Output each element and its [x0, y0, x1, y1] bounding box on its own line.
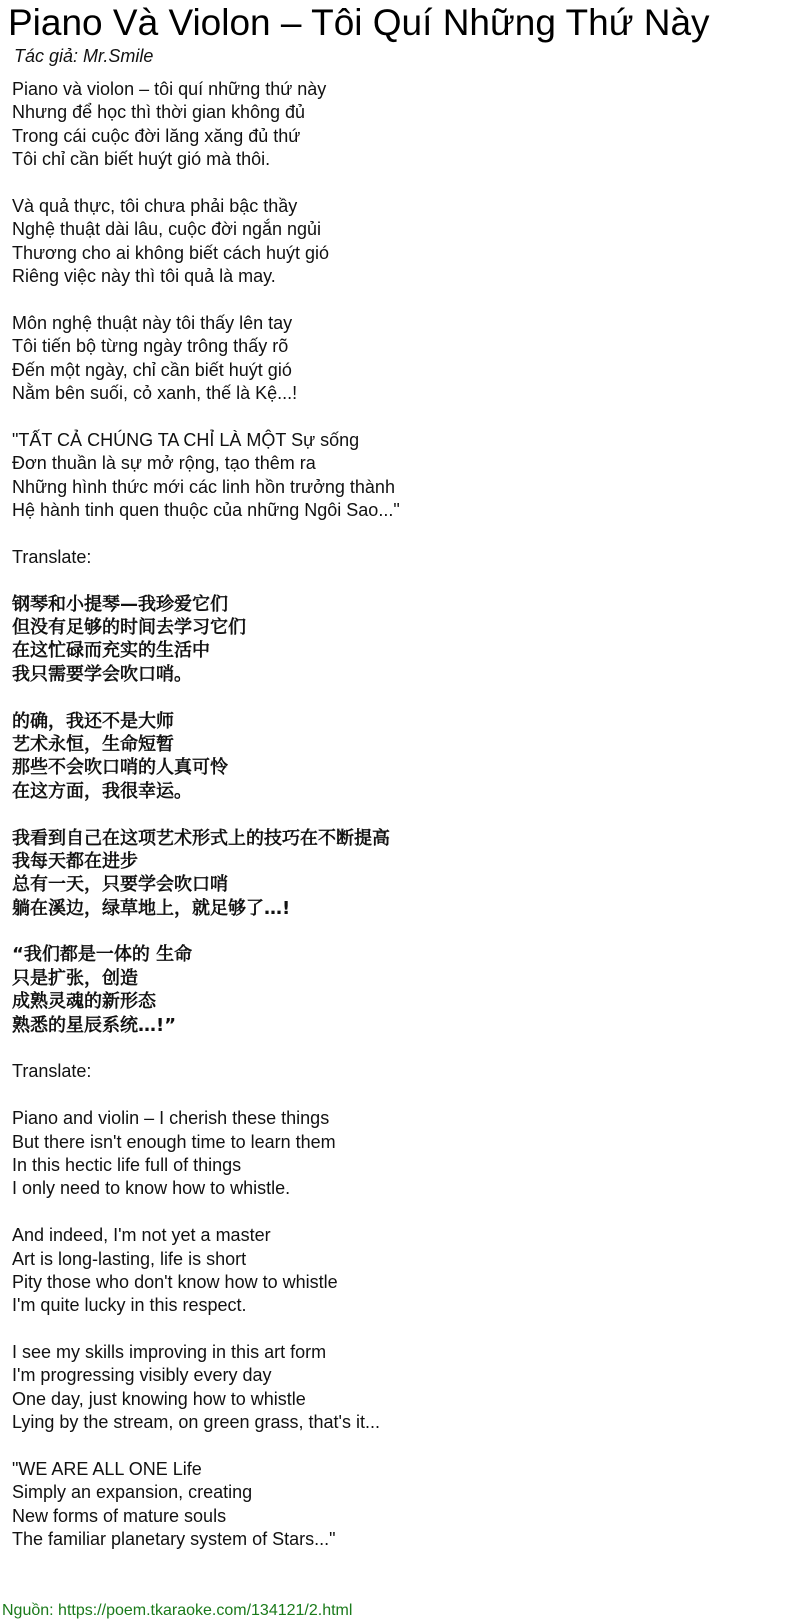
- stanza-break: [12, 522, 400, 545]
- poem-line: "TẤT CẢ CHÚNG TA CHỈ LÀ MỘT Sự sống: [12, 429, 360, 450]
- poem-line: 那些不会吹口哨的人真可怜: [12, 757, 228, 779]
- poem-line: 艺术永恒，生命短暂: [12, 733, 174, 755]
- poem-line: 在这方面，我很幸运。: [12, 780, 192, 802]
- stanza-break: [12, 1037, 400, 1060]
- poem-title: Piano Và Violon – Tôi Quí Những Thứ Này: [8, 2, 710, 43]
- poem-line: 钢琴和小提琴—我珍爱它们: [12, 593, 228, 615]
- poem-line: Nhưng để học thì thời gian không đủ: [12, 102, 306, 123]
- stanza-break: [12, 803, 400, 826]
- poem-line: Hệ hành tinh quen thuộc của những Ngôi Sao...": [12, 500, 400, 521]
- poem-line: 的确，我还不是大师: [12, 710, 174, 732]
- stanza-break: [12, 1084, 400, 1107]
- poem-line: In this hectic life full of things: [12, 1154, 242, 1175]
- poem-line: Tôi chỉ cần biết huýt gió mà thôi.: [12, 149, 271, 170]
- poem-line: I see my skills improving in this art form: [12, 1342, 327, 1363]
- poem-line: 熟悉的星辰系统…!”: [12, 1014, 177, 1036]
- poem-line: Nghệ thuật dài lâu, cuộc đời ngắn ngủi: [12, 219, 322, 240]
- stanza-break: [12, 1435, 400, 1458]
- poem-line: Nằm bên suối, cỏ xanh, thế là Kệ...!: [12, 383, 298, 404]
- poem-line: Riêng việc này thì tôi quả là may.: [12, 266, 276, 287]
- source-link[interactable]: Nguồn: https://poem.tkaraoke.com/134121/2.html: [2, 1602, 353, 1619]
- poem-line: The familiar planetary system of Stars...": [12, 1529, 336, 1550]
- poem-line: I'm progressing visibly every day: [12, 1365, 272, 1386]
- stanza-break: [12, 172, 400, 195]
- stanza-break: [12, 920, 400, 943]
- poem-line: One day, just knowing how to whistle: [12, 1388, 306, 1409]
- poem-line: “我们都是一体的 生命: [12, 944, 193, 966]
- poem-line: I'm quite lucky in this respect.: [12, 1295, 247, 1316]
- poem-line: 我只需要学会吹口哨。: [12, 663, 192, 685]
- poem-line: 但没有足够的时间去学习它们: [12, 616, 246, 638]
- poem-line: Simply an expansion, creating: [12, 1482, 253, 1503]
- poem-line: Translate:: [12, 1061, 92, 1082]
- stanza-break: [12, 405, 400, 428]
- poem-line: 在这忙碌而充实的生活中: [12, 640, 210, 662]
- poem-line: Piano và violon – tôi quí những thứ này: [12, 79, 327, 99]
- poem-line: And indeed, I'm not yet a master: [12, 1225, 271, 1246]
- poem-line: Art is long-lasting, life is short: [12, 1248, 247, 1269]
- poem-line: 躺在溪边，绿草地上，就足够了…!: [12, 897, 291, 919]
- poem-line: Môn nghệ thuật này tôi thấy lên tay: [12, 312, 293, 333]
- poem-line: Và quả thực, tôi chưa phải bậc thầy: [12, 195, 298, 216]
- poem-line: Pity those who don't know how to whistle: [12, 1271, 338, 1292]
- poem-line: Đơn thuần là sự mở rộng, tạo thêm ra: [12, 453, 316, 474]
- poem-line: Tôi tiến bộ từng ngày trông thấy rõ: [12, 336, 289, 357]
- poem-line: Translate:: [12, 546, 92, 567]
- poem-line: Những hình thức mới các linh hồn trưởng thành: [12, 476, 395, 497]
- poem-body: [12, 78, 400, 1552]
- poem-line: New forms of mature souls: [12, 1505, 227, 1526]
- poem-line: 成熟灵魂的新形态: [12, 991, 156, 1013]
- poem-line: 只是扩张，创造: [12, 967, 138, 989]
- poem-line: Đến một ngày, chỉ cần biết huýt gió: [12, 359, 292, 380]
- stanza-break: [12, 1318, 400, 1341]
- stanza-break: [12, 1201, 400, 1224]
- poem-line: 我看到自己在这项艺术形式上的技巧在不断提高: [12, 827, 390, 849]
- stanza-break: [12, 686, 400, 709]
- poem-line: Thương cho ai không biết cách huýt gió: [12, 242, 330, 263]
- poem-line: "WE ARE ALL ONE Life: [12, 1459, 202, 1480]
- poem-line: Piano and violin – I cherish these things: [12, 1108, 330, 1129]
- stanza-break: [12, 569, 400, 592]
- stanza-break: [12, 289, 400, 312]
- poem-line: Lying by the stream, on green grass, that's it...: [12, 1412, 380, 1433]
- poem-line: 总有一天，只要学会吹口哨: [12, 874, 228, 896]
- poem-line: Trong cái cuộc đời lăng xăng đủ thứ: [12, 125, 301, 146]
- poem-line: But there isn't enough time to learn them: [12, 1131, 336, 1152]
- poem-line: I only need to know how to whistle.: [12, 1178, 291, 1199]
- poem-line: 我每天都在进步: [12, 850, 138, 872]
- author-line: Tác giả: Mr.Smile: [14, 46, 154, 66]
